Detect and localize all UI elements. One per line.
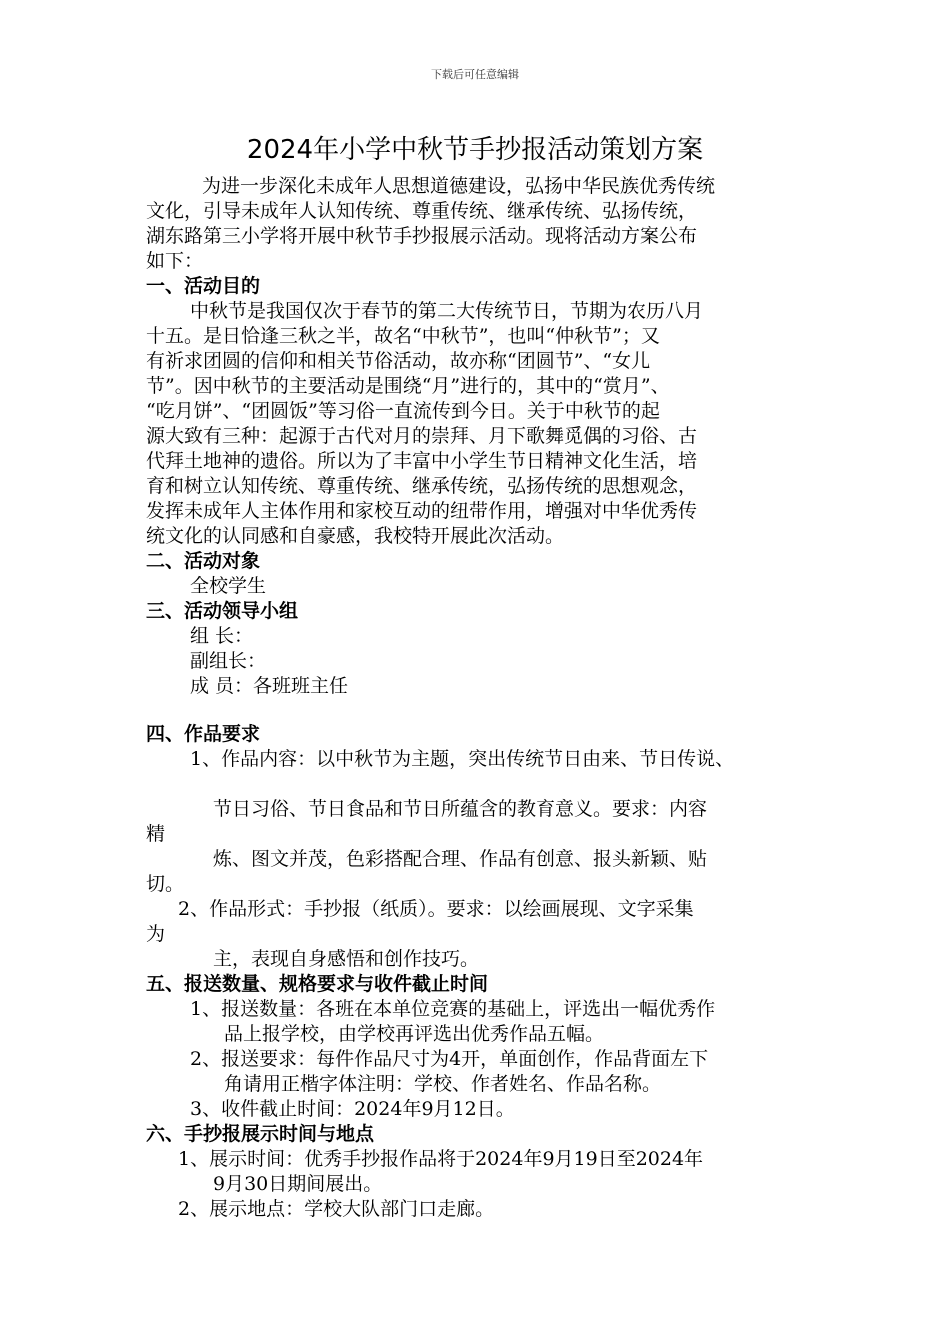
paragraph-line: 发挥未成年人主体作用和家校互动的纽带作用，增强对中华优秀传	[146, 500, 698, 522]
intro-line: 文化，引导未成年人认知传统、尊重传统、继承传统、弘扬传统，	[146, 200, 698, 222]
section-heading: 六、手抄报展示时间与地点	[146, 1123, 375, 1145]
section-heading: 二、活动对象	[146, 550, 261, 572]
paragraph-line: 十五。是日恰逢三秋之半，故名“中秋节”，也叫“仲秋节”；又	[146, 325, 660, 347]
page-title: 2024年小学中秋节手抄报活动策划方案	[246, 135, 704, 165]
paragraph-line: 代拜土地神的遗俗。所以为了丰富中小学生节日精神文化生活，培	[146, 450, 698, 472]
paragraph-line: “吃月饼”、“团圆饭”等习俗一直流传到今日。关于中秋节的起	[146, 400, 660, 422]
paragraph-line: 节日习俗、节日食品和节日所蕴含的教育意义。要求：内容	[213, 798, 708, 820]
paragraph-line: 源大致有三种：起源于古代对月的崇拜、月下歌舞觅偶的习俗、古	[146, 425, 698, 447]
leader-group-line: 组 长：	[190, 625, 254, 647]
paragraph-line: 1、展示时间：优秀手抄报作品将于2024年9月19日至2024年	[178, 1148, 704, 1170]
leader-group-line: 副组长：	[190, 650, 267, 672]
section-heading: 五、报送数量、规格要求与收件截止时间	[146, 973, 489, 995]
paragraph-line: 育和树立认知传统、尊重传统、继承传统，弘扬传统的思想观念，	[146, 475, 698, 497]
intro-line: 如下：	[146, 250, 204, 272]
paragraph-line: 2、展示地点：学校大队部门口走廊。	[178, 1198, 495, 1220]
section-heading: 三、活动领导小组	[146, 600, 299, 622]
paragraph-line: 全校学生	[190, 575, 267, 597]
paragraph-line: 1、作品内容：以中秋节为主题，突出传统节日由来、节日传说、	[190, 748, 735, 770]
paragraph-line: 切。	[146, 873, 185, 895]
section-heading: 四、作品要求	[146, 723, 261, 745]
paragraph-line: 9月30日期间展出。	[213, 1173, 383, 1195]
paragraph-line: 1、报送数量：各班在本单位竞赛的基础上，评选出一幅优秀作	[190, 998, 716, 1020]
paragraph-line: 为	[146, 923, 166, 945]
paragraph-line: 品上报学校，由学校再评选出优秀作品五幅。	[224, 1023, 605, 1045]
header-note: 下载后可任意编辑	[431, 68, 519, 81]
paragraph-line: 节”。因中秋节的主要活动是围绕“月”进行的，其中的“赏月”、	[146, 375, 670, 397]
paragraph-line: 统文化的认同感和自豪感，我校特开展此次活动。	[146, 525, 565, 547]
intro-line: 湖东路第三小学将开展中秋节手抄报展示活动。现将活动方案公布	[146, 225, 698, 247]
paragraph-line: 2、报送要求：每件作品尺寸为4开，单面创作，作品背面左下	[190, 1048, 709, 1070]
paragraph-line: 精	[146, 823, 166, 845]
paragraph-line: 3、收件截止时间：2024年9月12日。	[190, 1098, 515, 1120]
leader-group-line: 成 员：各班班主任	[190, 675, 349, 697]
paragraph-line: 2、作品形式：手抄报（纸质）。要求：以绘画展现、文字采集	[178, 898, 694, 920]
paragraph-line: 炼、图文并茂，色彩搭配合理、作品有创意、报头新颖、贴	[213, 848, 708, 870]
intro-line: 为进一步深化未成年人思想道德建设，弘扬中华民族优秀传统	[202, 175, 716, 197]
paragraph-line: 中秋节是我国仅次于春节的第二大传统节日，节期为农历八月	[190, 300, 704, 322]
section-heading: 一、活动目的	[146, 275, 261, 297]
paragraph-line: 有祈求团圆的信仰和相关节俗活动，故亦称“团圆节”、“女儿	[146, 350, 651, 372]
paragraph-line: 角请用正楷字体注明：学校、作者姓名、作品名称。	[224, 1073, 662, 1095]
paragraph-line: 主，表现自身感悟和创作技巧。	[213, 948, 480, 970]
